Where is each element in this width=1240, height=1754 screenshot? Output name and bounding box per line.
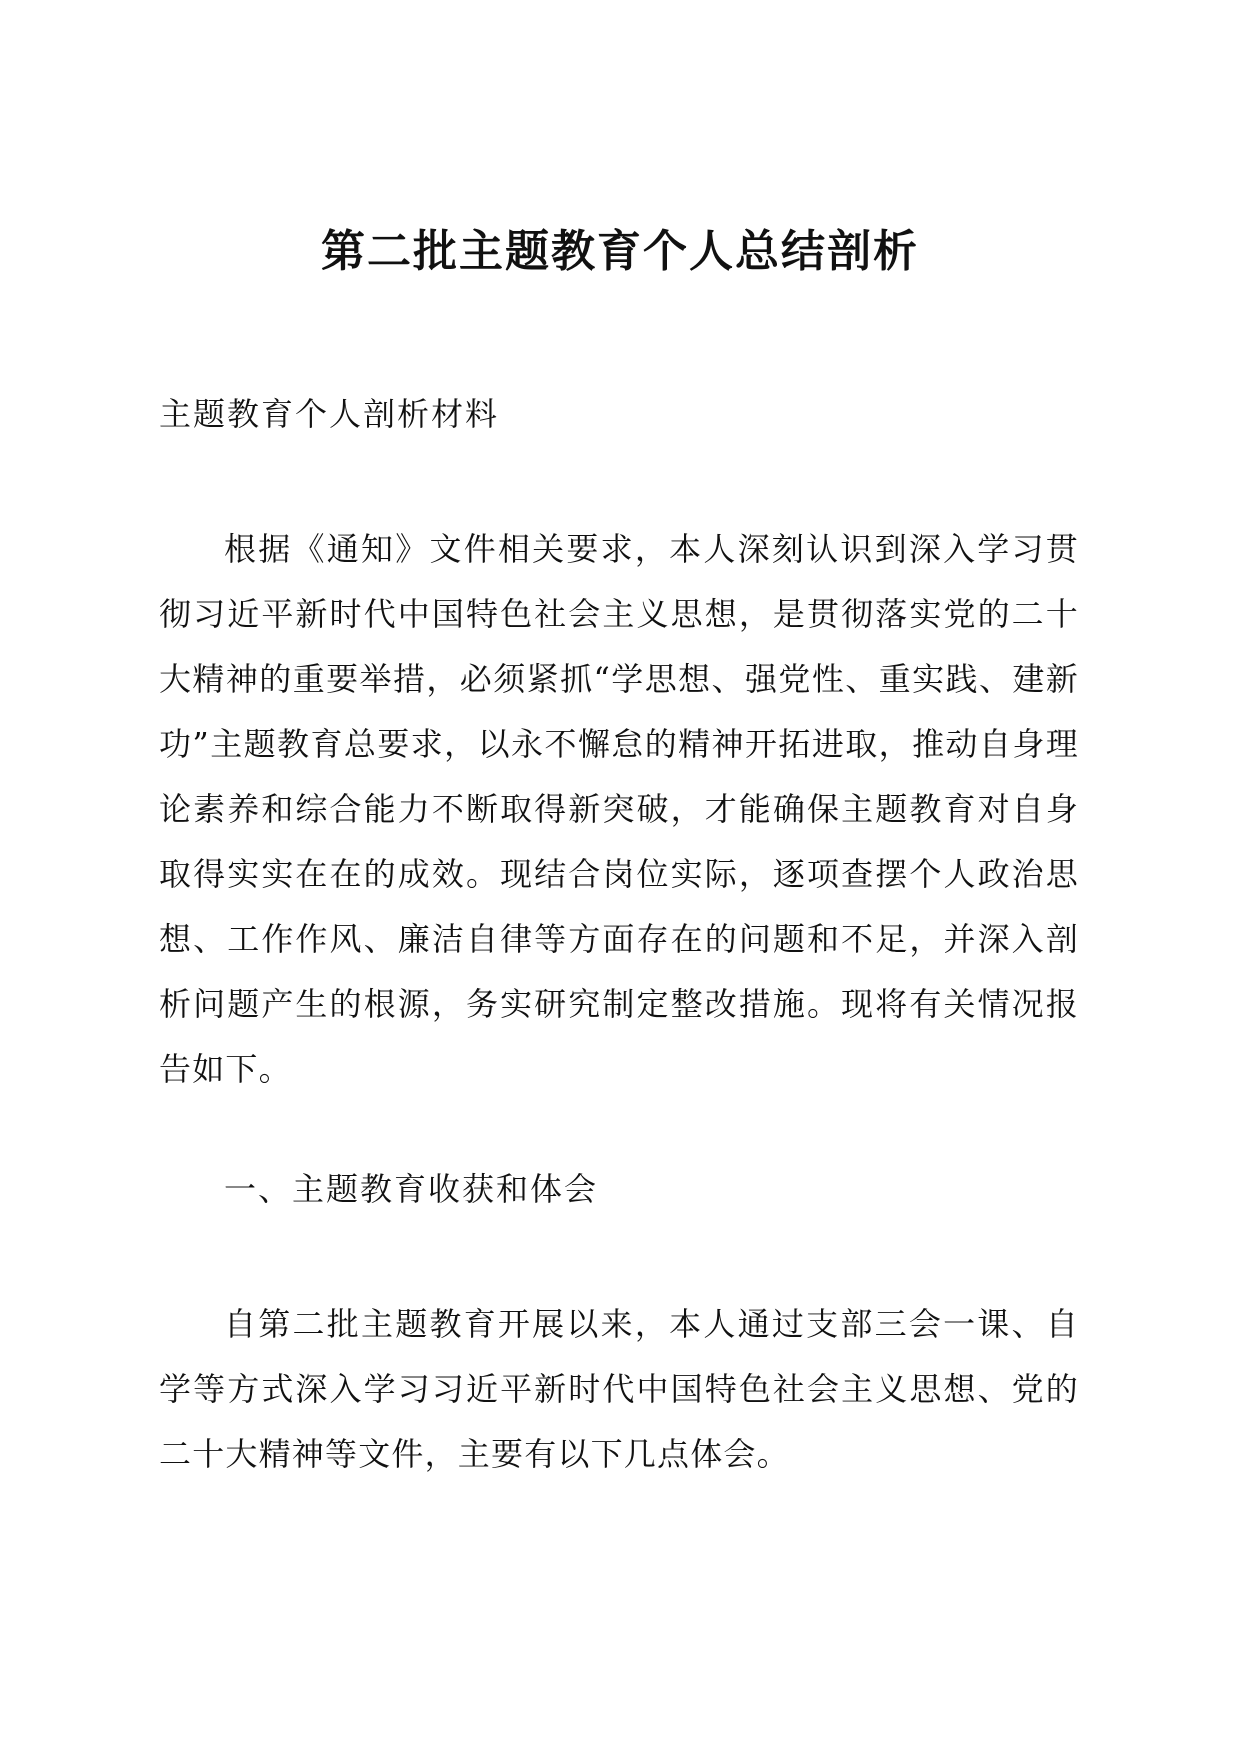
section-heading-1: 一、主题教育收获和体会 [224, 1170, 599, 1208]
body-paragraph-2: 自第二批主题教育开展以来，本人通过支部三会一课、自学等方式深入学习习近平新时代中国特色社会主义思想、党的二十大精神等文件，主要有以下几点体会。 [159, 1305, 1079, 1473]
body-paragraph-1: 根据《通知》文件相关要求，本人深刻认识到深入学习贯彻习近平新时代中国特色社会主义思想，是贯彻落实党的二十大精神的重要举措，必须紧抓“学思想、强党性、重实践、建新功”主题教育总要求，以永不懈怠的精神开拓进取，推动自身理论素养和综合能力不断取得新突破，才能确保主题教育对自身取得实实在在的成效。现结合岗位实际，逐项查摆个人政治思想、工作作风、廉洁自律等方面存在的问题和不足，并深入剖析问题产生的根源，务实研究制定整改措施。现将有关情况报告如下。 [159, 530, 1079, 1088]
document-title: 第二批主题教育个人总结剖析 [321, 226, 919, 277]
document-subtitle: 主题教育个人剖析材料 [159, 395, 500, 433]
